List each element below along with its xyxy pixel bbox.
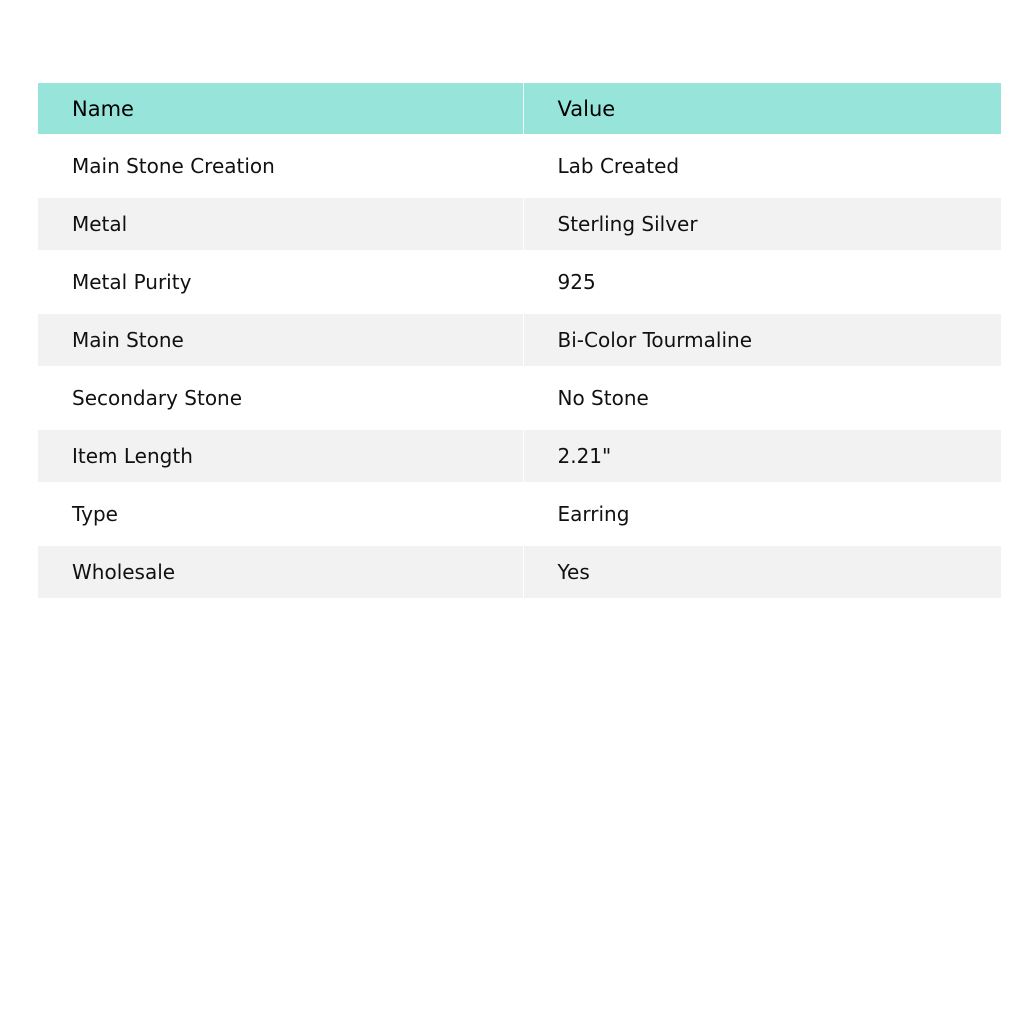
spec-table xyxy=(38,83,1001,598)
row-name-cell: Main Stone Creation xyxy=(38,134,523,198)
table-row xyxy=(38,430,1001,482)
row-name-cell: Item Length xyxy=(38,430,523,482)
table-header-row xyxy=(38,83,1001,134)
row-value-cell: Bi-Color Tourmaline xyxy=(523,314,1001,366)
row-name-cell: Main Stone xyxy=(38,314,523,366)
table-row xyxy=(38,198,1001,250)
row-name-cell: Metal Purity xyxy=(38,250,523,314)
row-value-cell: 925 xyxy=(523,250,1001,314)
row-value-cell: No Stone xyxy=(523,366,1001,430)
table-row xyxy=(38,482,1001,546)
table-row xyxy=(38,546,1001,598)
column-header-name: Name xyxy=(38,83,523,134)
row-value-cell: Sterling Silver xyxy=(523,198,1001,250)
row-value-cell: 2.21" xyxy=(523,430,1001,482)
row-value-cell: Earring xyxy=(523,482,1001,546)
row-name-cell: Wholesale xyxy=(38,546,523,598)
row-name-cell: Secondary Stone xyxy=(38,366,523,430)
row-name-cell: Type xyxy=(38,482,523,546)
row-value-cell: Yes xyxy=(523,546,1001,598)
table-row xyxy=(38,250,1001,314)
row-value-cell: Lab Created xyxy=(523,134,1001,198)
table-row xyxy=(38,314,1001,366)
column-header-value: Value xyxy=(523,83,1001,134)
table-row xyxy=(38,134,1001,198)
table-row xyxy=(38,366,1001,430)
row-name-cell: Metal xyxy=(38,198,523,250)
